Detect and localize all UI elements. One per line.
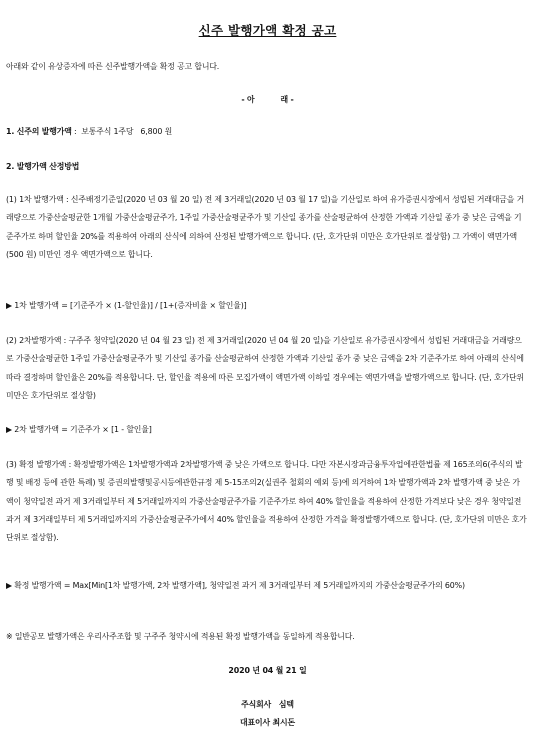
section-2-heading: 2. 발행가액 산정방법 [6,162,80,171]
ceo-name: 대표이사 최시돈 [240,718,295,727]
document-title-wrap [0,20,535,39]
section-1 [6,123,527,141]
below-marker: - 아 래 - [241,95,294,104]
note-text: ※ 일반공모 발행가액은 우리사주조합 및 구주주 청약시에 적용된 확정 발행가액을 동일하게 적용합니다. [6,632,355,641]
section-1-heading: 1. 신주의 발행가액 [6,127,72,136]
intro-text: 아래와 같이 유상증자에 따른 신주발행가액을 확정 공고 합니다. [6,62,220,71]
formula-1: ▶ 1차 발행가액 = [기준주가 × (1-할인율)] / [1+(증자비율 × 할인율)] [6,301,247,310]
paragraph-3: (3) 확정 발행가액 : 확정발행가액은 1차발행가액과 2차발행가액 중 낮은 가액으로 합니다. 다만 자본시장과금융투자업에관한법률 제 165조의6(주식의 발행 및 배정 등에 관한 특례) 및 증권의발행및공시등에관한규정 제 5-15조의2(실권주 철회의 예외 등)에 의거하여 1차 발행가액과 2차 발행가액 중 낮은 가액이 청약일전 과거 제 3거래일부터 제 5거래일까지의 가중산술평균주가를 기준주가로 하여 40% 할인율을 적용하여 산정한 가격보다 낮은 경우 청약일전 과거 제 3거래일부터 제 5거래일까지의 가중산술평균주가에서 40% 할인율을 적용하여 산정한 가격을 확정발행가액으로 합니다. (단, 호가단위 미만은 호가단위로 절상함). [6,460,527,543]
company-name: 주식회사 심텍 [241,700,294,709]
document-title: 신주 발행가액 확정 공고 [198,23,337,38]
paragraph-2: (2) 2차발행가액 : 구주주 청약일(2020 년 04 월 23 일) 전 제 3거래일(2020 년 04 월 20 일)을 기산일로 유가증권시장에서 성립된 거래대금을 거래량으로 가중산술평균한 1주일 가중산술평균주가 및 기산일 종가를 산술평균하여 산정한 가액과 기산일 종가 중 낮은 금액을 2차 기준주가로 하여 아래의 산식에 따라 결정하며 할인율은 20%를 적용합니다. 단, 할인율 적용에 따른 모집가액이 액면가액 이하일 경우에는 액면가액을 발행가액으로 합니다. (단, 호가단위 미만은 호가단위로 절상함) [6,336,524,400]
formula-2: ▶ 2차 발행가액 = 기준주가 × [1 - 할인율] [6,425,152,434]
paragraph-1: (1) 1차 발행가액 : 신주배정기준일(2020 년 03 월 20 일) 전 제 3거래일(2020 년 03 월 17 일)을 기산일로 하여 유가증권시장에서 성립된 거래대금을 거래량으로 가중산술평균한 1개월 가중산술평균주가, 1주일 가중산술평균주가 및 기산일 종가를 산술평균하여 산정한 가액과 기산일 종가 중 낮은 금액을 기준주가로 하며 할인율 20%를 적용하여 아래의 산식에 의하여 산정된 발행가액으로 합니다. (단, 호가단위 미만은 호가단위로 절상함) 그 가액이 액면가액(500 원) 미만인 경우 액면가액으로 합니다. [6,195,525,259]
formula-3: ▶ 확정 발행가액 = Max[Min[1차 발행가액, 2차 발행가액], 청약일전 과거 제 3거래일부터 제 5거래일까지의 가중산술평균주가의 60%) [6,581,465,590]
announcement-date: 2020 년 04 월 21 일 [228,666,307,675]
section-1-value: : 보통주식 1주당 6,800 원 [71,127,173,136]
